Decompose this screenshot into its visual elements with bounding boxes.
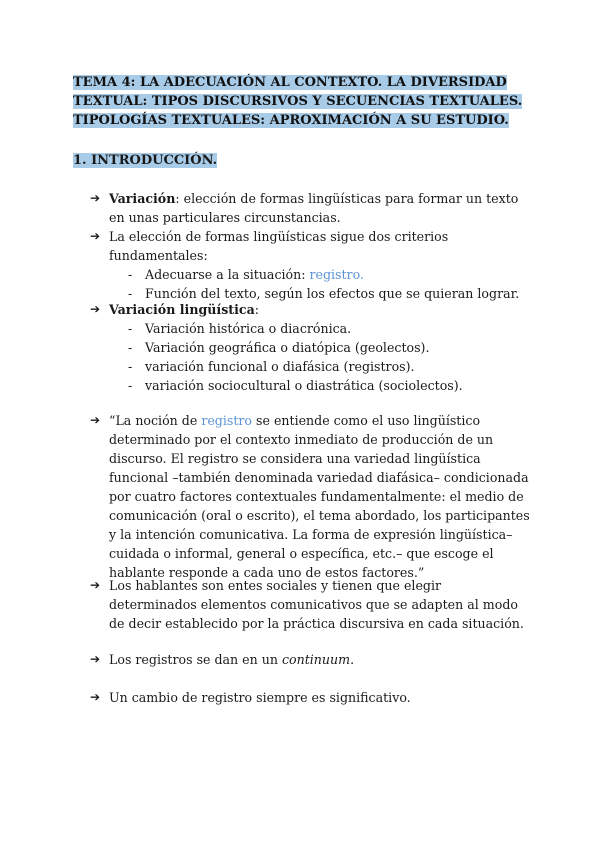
sub-item-adecuarse [90, 265, 530, 284]
list-item [90, 357, 530, 376]
cambio-text: Un cambio de registro siempre es significativo. [109, 690, 411, 705]
registro-link[interactable]: registro. [309, 267, 364, 282]
list-item-text: variación sociocultural o diastrática (sociolectos). [145, 378, 463, 393]
term-variacion: Variación [109, 191, 176, 206]
bullet-variacion-linguistica [90, 300, 530, 319]
list-item-text: Variación histórica o diacrónica. [145, 321, 352, 336]
bullet-hablantes [90, 576, 530, 633]
bullet-criterios [90, 227, 530, 265]
title-line-3: TIPOLOGÍAS TEXTUALES: APROXIMACIÓN A SU ESTUDIO. [73, 113, 509, 128]
dash-marker: - [128, 267, 133, 282]
colon: : [254, 302, 259, 317]
list-item [90, 319, 530, 338]
hablantes-text: Los hablantes son entes sociales y tienen que elegir determinados elementos comunicativos que se adapten al modo de decir establecido por la práctica discursiva en cada situación. [109, 578, 524, 631]
arrow-icon: ➔ [90, 690, 101, 704]
term-variacion-linguistica: Variación lingüística [109, 302, 255, 317]
bullet-cita [90, 411, 530, 582]
arrow-icon: ➔ [90, 229, 101, 243]
dash-marker: - [128, 286, 133, 301]
arrow-icon: ➔ [90, 413, 101, 427]
bullet-cita-item [90, 411, 530, 582]
bullet-variacion [90, 189, 530, 227]
bullet-hablantes-item [90, 576, 530, 633]
bullet-cambio-item [90, 688, 530, 707]
bullet-group-variacion [90, 189, 530, 303]
cita-pre: “La noción de [109, 413, 202, 428]
arrow-icon: ➔ [90, 191, 101, 205]
bullet-continuum [90, 650, 530, 669]
continuum-pre: Los registros se dan en un [109, 652, 282, 667]
dash-marker: - [128, 321, 133, 336]
section-heading-text: 1. INTRODUCCIÓN. [73, 153, 218, 168]
list-item [90, 376, 530, 395]
dash-marker: - [128, 359, 133, 374]
arrow-icon: ➔ [90, 652, 101, 666]
continuum-em: continuum [281, 652, 351, 667]
cita-post: se entiende como el uso lingüístico determinado por el contexto inmediato de producción de un discurso. El registro se considera una variedad lingüística funcional –también denominada variedad diafásica– condicionada por cuatro factores contextuales fundamentalmente: el medio de comunicación (oral o escrito), el tema abordado, los participantes y la intención comunicativa. La forma de expresión lingüística– cuidada o informal, general o específica, etc.– que escoge el hablante responde a cada uno de estos factores.” [109, 413, 530, 580]
list-item [90, 338, 530, 357]
arrow-icon: ➔ [90, 578, 101, 592]
registro-link[interactable]: registro [201, 413, 253, 428]
arrow-icon: ➔ [90, 302, 101, 316]
bullet-cambio [90, 688, 530, 707]
list-item-text: Variación geográfica o diatópica (geolectos). [145, 340, 430, 355]
variacion-text: : elección de formas lingüísticas para formar un texto en unas particulares circunstancias. [109, 191, 519, 225]
title-line-1: TEMA 4: LA ADECUACIÓN AL CONTEXTO. LA DIVERSIDAD [73, 75, 507, 90]
section-heading [73, 151, 217, 170]
dash-marker: - [128, 378, 133, 393]
bullet-group-variacion-linguistica [90, 300, 530, 395]
sub1-text: Adecuarse a la situación: [145, 267, 310, 282]
dash-marker: - [128, 340, 133, 355]
continuum-post: . [350, 652, 355, 667]
sub2-text: Función del texto, según los efectos que se quieran lograr. [145, 286, 520, 301]
bullet-continuum-item [90, 650, 530, 669]
criterios-text: La elección de formas lingüísticas sigue dos criterios fundamentales: [109, 229, 449, 263]
page-title [73, 73, 543, 130]
title-line-2: TEXTUAL: TIPOS DISCURSIVOS Y SECUENCIAS TEXTUALES. [73, 94, 523, 109]
list-item-text: variación funcional o diafásica (registros). [145, 359, 415, 374]
